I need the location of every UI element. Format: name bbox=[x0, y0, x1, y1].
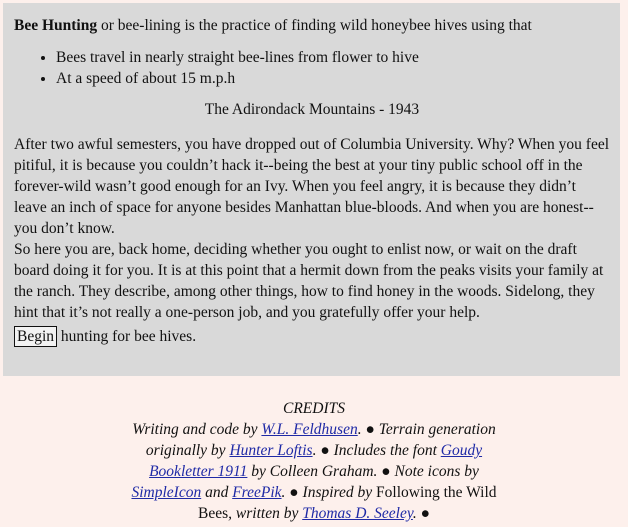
credits-text: Terrain generation originally by bbox=[145, 421, 496, 459]
credits-text: and bbox=[201, 484, 233, 501]
credits-text: Writing and code by bbox=[132, 421, 262, 438]
credits-text: Note icons by bbox=[390, 463, 479, 480]
intro-term: Bee Hunting bbox=[14, 17, 98, 34]
credits-heading: CREDITS bbox=[283, 400, 345, 417]
separator-dot: ● bbox=[381, 463, 391, 480]
place-line: The Adirondack Mountains - 1943 bbox=[204, 101, 420, 118]
credits bbox=[120, 398, 508, 524]
credits-text: . bbox=[357, 421, 366, 438]
link-wl-feldhusen[interactable]: W.L. Feldhusen bbox=[261, 421, 358, 438]
story-panel bbox=[3, 3, 620, 376]
fact-item: • At a speed of about 15 m.p.h bbox=[56, 68, 610, 89]
begin-rest-text: hunting for bee hives. bbox=[57, 328, 197, 345]
credits-text: by Colleen Graham. bbox=[247, 463, 382, 480]
separator-dot: ● bbox=[365, 421, 375, 438]
link-thomas-seeley[interactable]: Thomas D. Seeley bbox=[302, 505, 413, 522]
credits-text: . bbox=[312, 442, 321, 459]
credits-text: , written by bbox=[228, 505, 303, 522]
begin-row bbox=[14, 326, 610, 347]
credits-body bbox=[120, 419, 508, 524]
separator-dot: ● bbox=[289, 484, 299, 501]
intro-rest: or bee-lining is the practice of finding wild honeybee hives using that bbox=[97, 17, 532, 34]
credits-text: Includes the font bbox=[329, 442, 441, 459]
separator-dot: ● bbox=[420, 505, 430, 522]
link-simpleicon[interactable]: SimpleIcon bbox=[131, 484, 202, 501]
begin-button[interactable]: Begin bbox=[14, 326, 57, 347]
link-goudy-bookletter[interactable]: Goudy Bookletter 1911 bbox=[149, 442, 483, 480]
story-paragraph-2: So here you are, back home, deciding whether you ought to enlist now, or wait on the draft board doing it for you. It is at this point that a hermit down from the peaks visits your family at the ranch. They describe, among other things, how to find honey in the woods. Sidelong, they hint that it’s not really a one-person job, and you gratefully offer your help. bbox=[14, 241, 604, 321]
link-freepik[interactable]: FreePik bbox=[232, 484, 282, 501]
credits-text: . bbox=[412, 505, 421, 522]
fact-item: • Bees travel in nearly straight bee-lines from flower to hive bbox=[56, 47, 610, 68]
separator-dot: ● bbox=[320, 442, 330, 459]
link-hunter-loftis[interactable]: Hunter Loftis bbox=[229, 442, 313, 459]
credits-text: . bbox=[281, 484, 290, 501]
facts-list bbox=[14, 47, 610, 89]
intro-line bbox=[14, 15, 610, 36]
book-title: Following the Wild Bees bbox=[198, 484, 497, 522]
story-paragraph-1: After two awful semesters, you have dropped out of Columbia University. Why? When you feel pitiful, it is because you couldn’t hack it--being the best at your tiny public school off in the forever-wild wasn’t good enough for an Ivy. When you feel angry, it is because they didn’t leave an inch of space for anyone besides Manhattan blue-bloods. And when you are honest--you don’t know. bbox=[14, 136, 610, 237]
credits-text: Inspired by bbox=[298, 484, 377, 501]
